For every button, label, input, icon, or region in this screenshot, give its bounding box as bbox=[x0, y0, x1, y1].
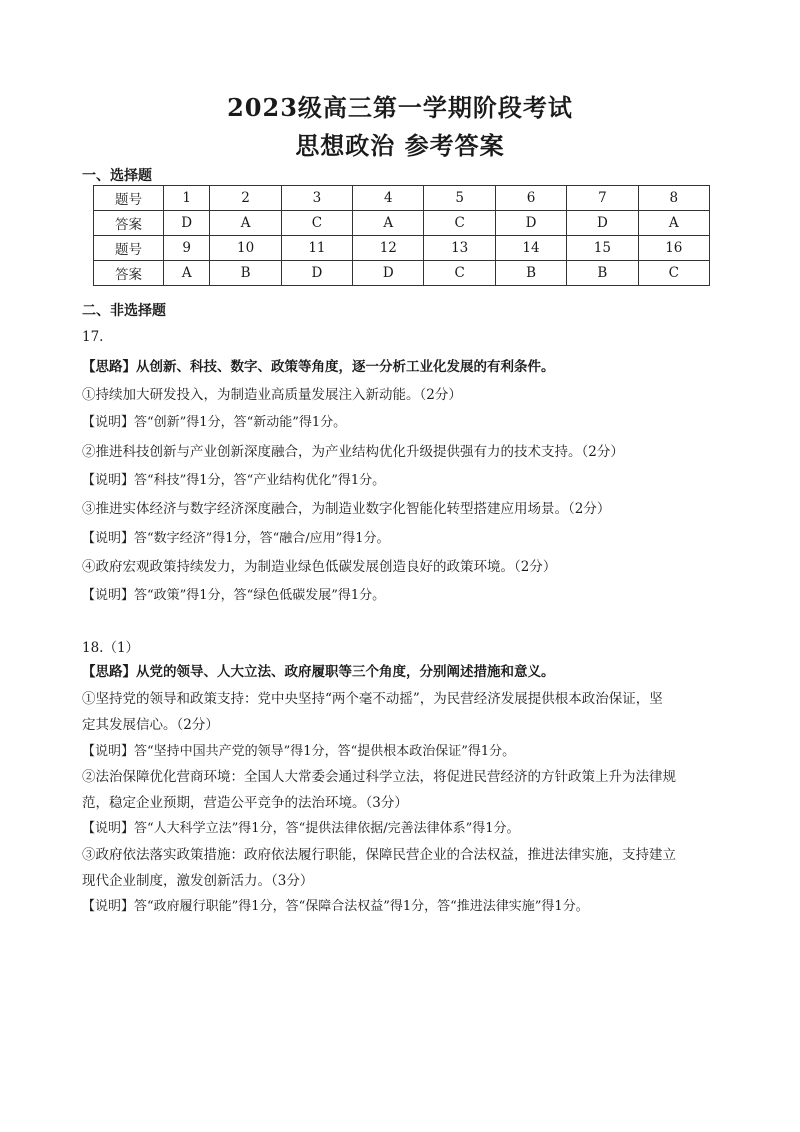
q18-point-3-line-2: 现代企业制度，激发创新活力。（3分） bbox=[82, 873, 314, 889]
answer-table-cell: 3 bbox=[281, 186, 352, 211]
answer-table-cell: 8 bbox=[638, 186, 709, 211]
answer-table-cell: B bbox=[567, 261, 638, 286]
answer-table-row bbox=[94, 186, 710, 211]
q17-note-1: 【说明】答“创新”得1分，答“新动能”得1分。 bbox=[82, 415, 347, 430]
answer-table-cell: 2 bbox=[210, 186, 281, 211]
answer-table-row-header: 答案 bbox=[94, 211, 164, 236]
answer-table-row bbox=[94, 261, 710, 286]
q18-point-2-line-1: ②法治保障优化营商环境：全国人大常委会通过科学立法，将促进民营经济的方针政策上升为法律规 bbox=[82, 769, 676, 785]
answer-table-row bbox=[94, 236, 710, 261]
answer-table-cell: 13 bbox=[424, 236, 495, 261]
q18-point-2-line-2: 范，稳定企业预期，营造公平竞争的法治环境。（3分） bbox=[82, 795, 408, 811]
answer-table-cell: D bbox=[353, 261, 424, 286]
q17-point-2: ②推进科技创新与产业创新深度融合，为产业结构优化升级提供强有力的技术支持。（2分） bbox=[82, 444, 624, 460]
answer-table-row-header: 题号 bbox=[94, 186, 164, 211]
answer-table-cell: 12 bbox=[353, 236, 424, 261]
answer-table-row-header: 题号 bbox=[94, 236, 164, 261]
answer-table-cell: D bbox=[567, 211, 638, 236]
answer-table-cell: 4 bbox=[353, 186, 424, 211]
q18-note-3: 【说明】答“政府履行职能”得1分，答“保障合法权益”得1分，答“推进法律实施”得1分。 bbox=[82, 899, 589, 914]
q17-idea: 【思路】从创新、科技、数字、政策等角度，逐一分析工业化发展的有利条件。 bbox=[82, 359, 555, 375]
q17-point-1: ①持续加大研发投入，为制造业高质量发展注入新动能。（2分） bbox=[82, 387, 462, 403]
q18-note-2: 【说明】答“人大科学立法”得1分，答“提供法律依据/完善法律体系”得1分。 bbox=[82, 821, 520, 836]
q17-point-3: ③推进实体经济与数字经济深度融合，为制造业数字化智能化转型搭建应用场景。（2分） bbox=[82, 501, 611, 517]
answer-table-cell: B bbox=[495, 261, 566, 286]
answer-table-cell: C bbox=[281, 211, 352, 236]
answer-table-cell: A bbox=[353, 211, 424, 236]
q18-number: 18.（1） bbox=[82, 640, 140, 656]
answer-table-cell: C bbox=[424, 211, 495, 236]
q17-number: 17. bbox=[82, 329, 104, 345]
answer-table-cell: 5 bbox=[424, 186, 495, 211]
answer-table-cell: C bbox=[424, 261, 495, 286]
q18-note-1: 【说明】答“坚持中国共产党的领导”得1分，答“提供根本政治保证”得1分。 bbox=[82, 744, 516, 759]
answer-table-cell: 10 bbox=[210, 236, 281, 261]
answer-table-cell: 15 bbox=[567, 236, 638, 261]
q17-note-4: 【说明】答“政策”得1分，答“绿色低碳发展”得1分。 bbox=[82, 588, 386, 603]
q18-point-3-line-1: ③政府依法落实政策措施：政府依法履行职能，保障民营企业的合法权益，推进法律实施，支持建立 bbox=[82, 847, 676, 863]
answer-table-cell: D bbox=[281, 261, 352, 286]
answer-table-cell: D bbox=[164, 211, 210, 236]
answer-table-cell: D bbox=[495, 211, 566, 236]
answer-table-cell: C bbox=[638, 261, 709, 286]
answer-table-cell: A bbox=[210, 211, 281, 236]
answer-table-cell: 11 bbox=[281, 236, 352, 261]
document-title: 2023级高三第一学期阶段考试 bbox=[227, 93, 573, 122]
q18-idea: 【思路】从党的领导、人大立法、政府履职等三个角度，分别阐述措施和意义。 bbox=[82, 664, 555, 680]
q18-point-1-line-2: 定其发展信心。（2分） bbox=[82, 717, 219, 733]
answer-table-cell: 16 bbox=[638, 236, 709, 261]
q17-note-3: 【说明】答“数字经济”得1分，答“融合/应用”得1分。 bbox=[82, 531, 390, 546]
answer-table bbox=[93, 185, 710, 286]
q17-note-2: 【说明】答“科技”得1分，答“产业结构优化”得1分。 bbox=[82, 473, 386, 488]
answer-table-cell: B bbox=[210, 261, 281, 286]
answer-table-cell: 7 bbox=[567, 186, 638, 211]
answer-table-cell: 1 bbox=[164, 186, 210, 211]
q17-point-4: ④政府宏观政策持续发力，为制造业绿色低碳发展创造良好的政策环境。（2分） bbox=[82, 559, 557, 575]
section-non-choice-label: 二、非选择题 bbox=[82, 303, 166, 319]
answer-table-row-header: 答案 bbox=[94, 261, 164, 286]
section-multiple-choice-label: 一、选择题 bbox=[82, 168, 152, 184]
q18-point-1-line-1: ①坚持党的领导和政策支持：党中央坚持“两个毫不动摇”，为民营经济发展提供根本政治保证，坚 bbox=[82, 691, 663, 707]
document-subtitle: 思想政治 参考答案 bbox=[295, 131, 505, 160]
answer-table-cell: 6 bbox=[495, 186, 566, 211]
answer-table-row bbox=[94, 211, 710, 236]
answer-table-cell: A bbox=[638, 211, 709, 236]
answer-table-cell: A bbox=[164, 261, 210, 286]
answer-table-cell: 9 bbox=[164, 236, 210, 261]
answer-table-cell: 14 bbox=[495, 236, 566, 261]
